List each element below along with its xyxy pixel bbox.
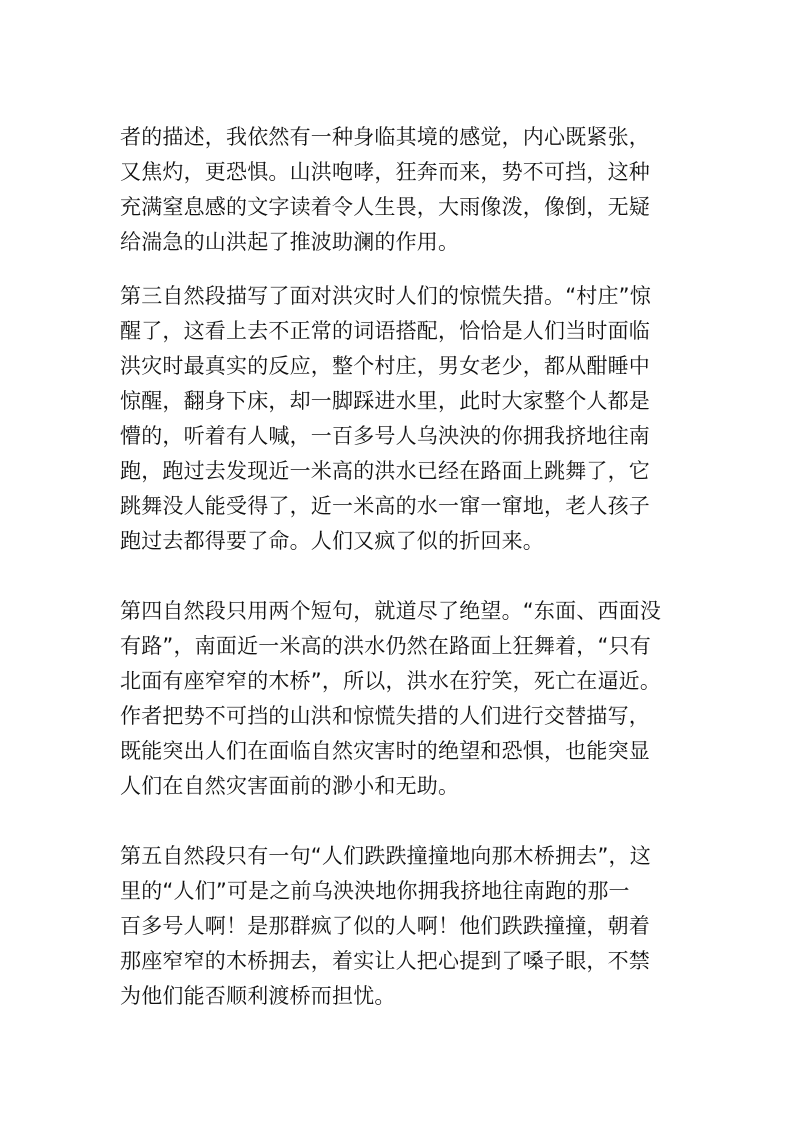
text-line: 惊醒，翻身下床，却一脚踩进水里，此时大家整个人都是 <box>120 389 650 413</box>
text-line: 人们在自然灾害面前的渺小和无助。 <box>120 774 460 798</box>
text-line: 洪灾时最真实的反应，整个村庄，男女老少，都从酣睡中 <box>120 354 650 378</box>
text-line: 者的描述，我依然有一种身临其境的感觉，内心既紧张， <box>120 125 650 149</box>
text-line: 那座窄窄的木桥拥去，着实让人把心提到了嗓子眼，不禁 <box>120 949 650 973</box>
text-line: 作者把势不可挡的山洪和惊慌失措的人们进行交替描写， <box>120 704 650 728</box>
text-line: 跳舞没人能受得了，近一米高的水一窜一窜地，老人孩子 <box>120 494 650 518</box>
text-line: 懵的，听着有人喊，一百多号人乌泱泱的你拥我挤地往南 <box>120 424 650 448</box>
text-line: 充满窒息感的文字读着令人生畏，大雨像泼，像倒，无疑 <box>120 195 650 219</box>
text-line: 第五自然段只有一句“人们跌跌撞撞地向那木桥拥去”，这 <box>120 844 651 868</box>
text-line: 醒了，这看上去不正常的词语搭配，恰恰是人们当时面临 <box>120 319 650 343</box>
text-line: 北面有座窄窄的木桥”，所以，洪水在狞笑，死亡在逼近。 <box>120 669 662 693</box>
text-line: 跑，跑过去发现近一米高的洪水已经在路面上跳舞了，它 <box>120 459 650 483</box>
text-line: 第四自然段只用两个短句，就道尽了绝望。“东面、西面没 <box>120 599 662 623</box>
text-line: 跑过去都得要了命。人们又疯了似的折回来。 <box>120 529 544 553</box>
text-line: 既能突出人们在面临自然灾害时的绝望和恐惧，也能突显 <box>120 739 650 763</box>
text-line: 有路”，南面近一米高的洪水仍然在路面上狂舞着，“只有 <box>120 634 651 658</box>
text-line: 百多号人啊！是那群疯了似的人啊！他们跌跌撞撞，朝着 <box>120 914 650 938</box>
text-line: 为他们能否顺利渡桥而担忧。 <box>120 984 396 1008</box>
text-line: 给湍急的山洪起了推波助澜的作用。 <box>120 230 460 254</box>
paragraph-2 <box>120 279 680 559</box>
text-line: 又焦灼，更恐惧。山洪咆哮，狂奔而来，势不可挡，这种 <box>120 160 650 184</box>
text-line: 第三自然段描写了面对洪灾时人们的惊慌失措。“村庄”惊 <box>120 284 651 308</box>
paragraph-3 <box>120 594 680 804</box>
text-line: 里的“人们”可是之前乌泱泱地你拥我挤地往南跑的那一 <box>120 879 630 903</box>
paragraph-4 <box>120 839 680 1014</box>
paragraph-1 <box>120 120 680 260</box>
